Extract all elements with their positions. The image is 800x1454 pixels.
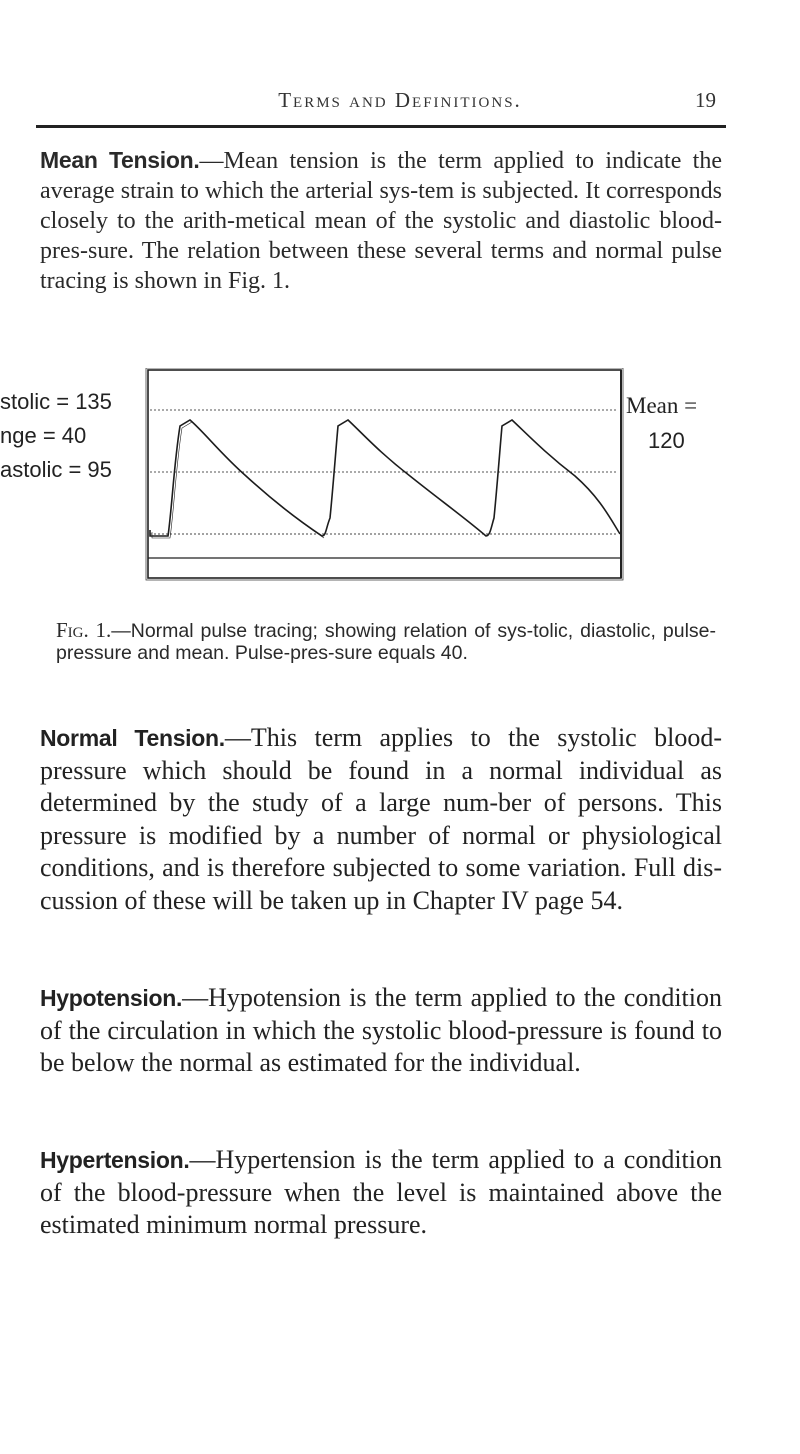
normal-tension-text: —This term applies to the systolic blood-pressure which should be found in a normal individual as determined by the study of a large num-ber of persons. This pressure is modified by a number of normal or physiological conditions, and is therefore subjected to some variation. Full dis-cussion of these will be taken up in Chapter IV page 54. [40, 723, 722, 915]
label-diastolic: astolic = 95 [0, 457, 112, 482]
header-rule [36, 125, 726, 128]
running-title: Terms and Definitions. [278, 88, 522, 112]
label-mean-value: 120 [648, 428, 685, 453]
hypertension-text: —Hypertension is the term applied to a condition of the blood-pressure when the level is maintained above the estimated minimum normal pressure. [40, 1145, 722, 1239]
paragraph-hypertension [40, 1144, 722, 1242]
tracing-outer-frame [148, 370, 621, 578]
paragraph-hypotension [40, 982, 722, 1080]
paragraph-mean-tension [40, 145, 722, 296]
figure-pulse-tracing [0, 368, 800, 600]
caption-text: —Normal pulse tracing; showing relation of sys-tolic, diastolic, pulse-pressure and mean. Pulse-pres-sure equals 40. [56, 620, 716, 664]
pulse-wave-trace [150, 420, 620, 536]
label-pulse-range: nge = 40 [0, 423, 87, 448]
label-mean: Mean = [626, 393, 698, 418]
running-head [0, 88, 800, 118]
paragraph-normal-tension [40, 722, 722, 917]
figure-caption [56, 620, 716, 664]
term-hypertension: Hypertension. [40, 1147, 190, 1173]
page-number: 19 [695, 88, 716, 112]
tracing-outer-frame-shadow [146, 368, 623, 580]
term-hypotension: Hypotension. [40, 985, 183, 1011]
term-mean-tension: Mean Tension. [40, 147, 200, 173]
hypotension-text: —Hypotension is the term applied to the condition of the circulation in which the systolic blood-pressure is found to be below the normal as estimated for the individual. [40, 983, 722, 1077]
label-systolic: stolic = 135 [0, 389, 112, 414]
caption-figure-number: Fig. 1. [56, 618, 112, 642]
mean-tension-text: —Mean tension is the term applied to indicate the average strain to which the arterial sys-tem is subjected. It corresponds closely to the arith-metical mean of the systolic and diastolic blood-pres-sure. The relation between these several terms and normal pulse tracing is shown in Fig. 1. [40, 148, 722, 294]
term-normal-tension: Normal Tension. [40, 725, 225, 751]
